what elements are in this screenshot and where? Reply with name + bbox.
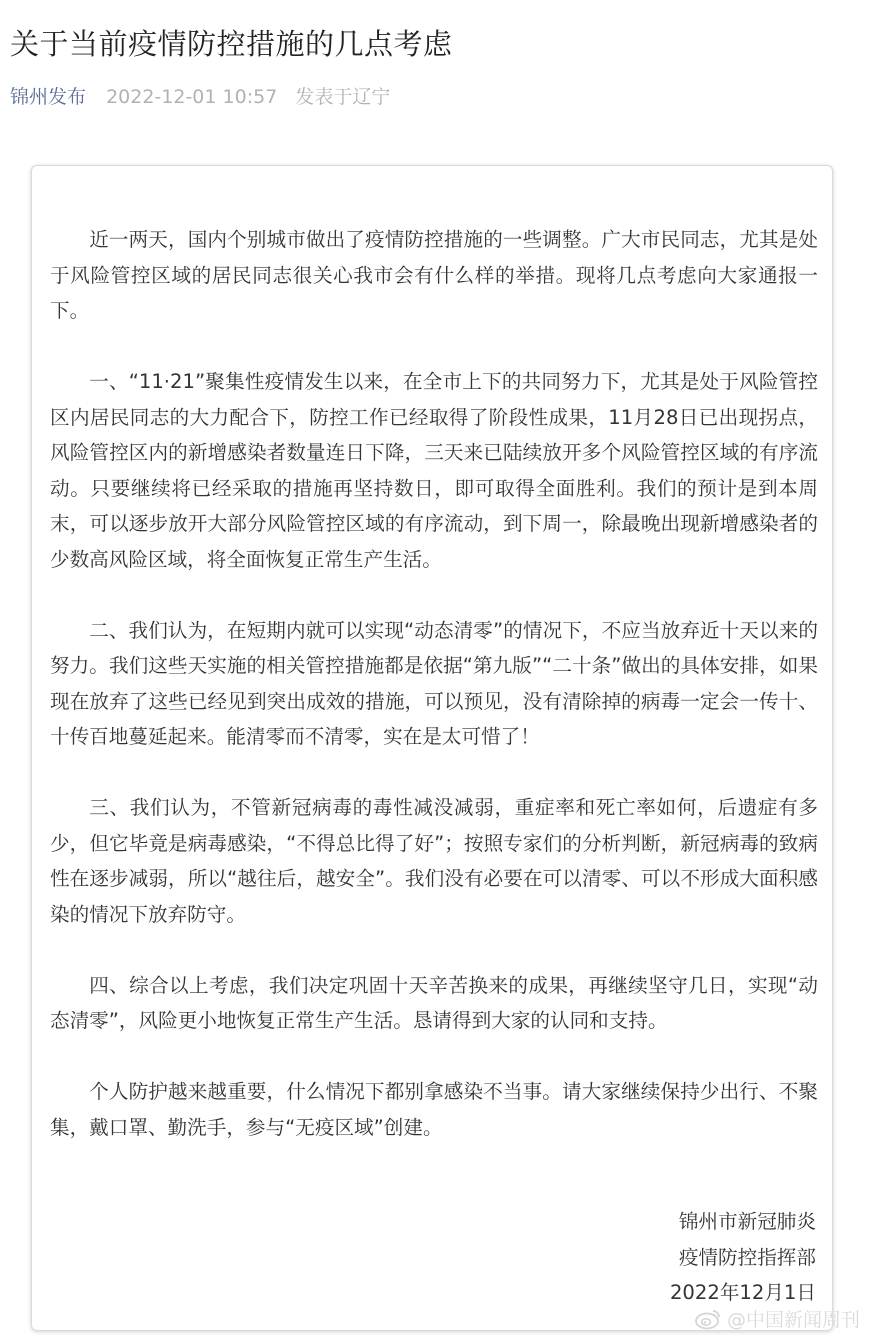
paragraph-intro: 近一两天，国内个别城市做出了疫情防控措施的一些调整。广大市民同志，尤其是处于风险管控区域的居民同志很关心我市会有什么样的举措。现将几点考虑向大家通报一下。 xyxy=(50,228,818,322)
signature-org-line-2: 疫情防控指挥部 xyxy=(678,1245,816,1269)
paragraph-point-2: 二、我们认为，在短期内就可以实现“动态清零”的情况下，不应当放弃近十天以来的努力。我们这些天实施的相关管控措施都是依据“第九版”“二十条”做出的具体安排，如果现在放弃了这些已经见到突出成效的措施，可以预见，没有清除掉的病毒一定会一传十、十传百地蔓延起来。能清零而不清零，实在是太可惜了！ xyxy=(50,618,818,748)
signature-block xyxy=(670,1204,816,1311)
watermark xyxy=(695,1305,860,1332)
publish-location: 发表于辽宁 xyxy=(295,86,391,108)
paragraph-point-1: 一、“11·21”聚集性疫情发生以来，在全市上下的共同努力下，尤其是处于风险管控区内居民同志的大力配合下，防控工作已经取得了阶段性成果，11月28日已出现拐点，风险管控区内的新增感染者数量连日下降，三天来已陆续放开多个风险管控区域的有序流动。只要继续将已经采取的措施再坚持数日，即可取得全面胜利。我们的预计是到本周末，可以逐步放开大部分风险管控区域的有序流动，到下周一，除最晚出现新增感染者的少数高风险区域，将全面恢复正常生产生活。 xyxy=(50,370,818,571)
signature-date: 2022年12月1日 xyxy=(669,1281,816,1304)
signature-org-line-1: 锦州市新冠肺炎 xyxy=(678,1210,816,1233)
watermark-text: @中国新闻周刊 xyxy=(726,1309,860,1331)
article-meta xyxy=(10,82,390,109)
paragraph-point-3: 三、我们认为，不管新冠病毒的毒性减没减弱，重症率和死亡率如何，后遗症有多少，但它毕竟是病毒感染，“不得总比得了好”；按照专家们的分析判断，新冠病毒的致病性在逐步减弱，所以“越往后，越安全”。我们没有必要在可以清零、可以不形成大面积感染的情况下放弃防守。 xyxy=(50,796,818,926)
paragraph-point-4: 四、综合以上考虑，我们决定巩固十天辛苦换来的成果，再继续坚守几日，实现“动态清零”，风险更小地恢复正常生产生活。恳请得到大家的认同和支持。 xyxy=(50,973,818,1032)
publish-date: 2022-12-01 10:57 xyxy=(106,86,278,108)
paragraph-closing: 个人防护越来越重要，什么情况下都别拿感染不当事。请大家继续保持少出行、不聚集，戴口罩、勤洗手，参与“无疫区域”创建。 xyxy=(50,1080,818,1139)
account-link[interactable]: 锦州发布 xyxy=(10,86,87,108)
weibo-icon xyxy=(695,1308,721,1330)
notice-body xyxy=(50,222,818,1145)
article-title: 关于当前疫情防控措施的几点考虑 xyxy=(10,27,453,61)
